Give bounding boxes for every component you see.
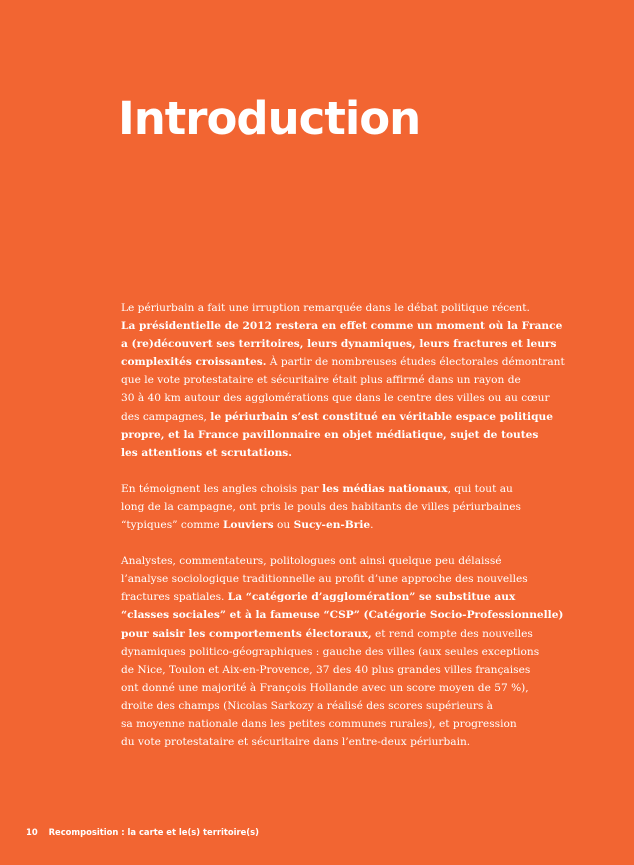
text-line (121, 426, 541, 444)
text-line (121, 408, 553, 426)
text-line (121, 371, 541, 389)
body-text (121, 299, 565, 769)
page-number: 10 (26, 827, 38, 837)
text-line (121, 643, 541, 661)
text-line (121, 389, 550, 407)
bold-text: Louviers (222, 519, 274, 532)
text-line (121, 625, 541, 643)
text-line (121, 715, 541, 733)
text-run: et rend compte des nouvelles (371, 627, 533, 640)
text-line (121, 606, 564, 624)
text-run: Le périurbain a fait une irruption remarquée dans le débat politique récent. (121, 302, 530, 314)
text-run: l’analyse sociologique traditionnelle au profit d’une approche des nouvelles (121, 573, 528, 586)
text-run: Analystes, commentateurs, politologues ont ainsi quelque peu délaissé (121, 555, 502, 568)
text-line (121, 733, 541, 751)
page-title: Introduction (118, 92, 421, 145)
text-line (121, 498, 541, 516)
text-line (121, 516, 541, 534)
text-line (121, 353, 565, 371)
text-run: des campagnes, (121, 410, 211, 423)
paragraph-1 (121, 299, 565, 462)
text-line (121, 588, 541, 606)
text-run: ou (273, 519, 294, 532)
text-run: de Nice, Toulon et Aix-en-Provence, 37 des 40 plus grandes villes françaises (121, 663, 531, 676)
bold-text: pour saisir les comportements électoraux, (121, 627, 372, 640)
text-run: droite des champs (Nicolas Sarkozy a réalisé des scores supérieurs à (121, 699, 494, 712)
bold-text: propre, et la France pavillonnaire en objet médiatique, sujet de toutes (121, 428, 539, 441)
bold-text: Sucy-en-Brie (293, 519, 371, 532)
text-line (121, 480, 541, 498)
bold-text: La “catégorie d’agglomération” se substitue aux (227, 591, 516, 604)
text-line (121, 661, 541, 679)
text-line (121, 317, 563, 335)
text-run: ont donné une majorité à François Hollande avec un score moyen de 57 %), (121, 681, 529, 694)
page-footer (26, 827, 259, 837)
bold-text: a (re)découvert ses territoires, leurs dynamiques, leurs fractures et leurs (121, 338, 557, 351)
bold-text: les médias nationaux (322, 482, 448, 495)
running-title: Recomposition : la carte et le(s) territoire(s) (48, 827, 259, 837)
text-line (121, 299, 541, 317)
bold-text: les attentions et scrutations. (121, 446, 292, 459)
text-run: dynamiques politico-géographiques : gauche des villes (aux seules exceptions (121, 645, 540, 658)
bold-text: le périurbain s’est constitué en véritable espace politique (210, 410, 553, 423)
text-run: long de la campagne, ont pris le pouls des habitants de villes périurbaines (121, 500, 521, 513)
text-run: . (370, 519, 374, 532)
paragraph-3 (121, 552, 564, 751)
text-line (121, 335, 557, 353)
text-line (121, 697, 541, 715)
text-run: que le vote protestataire et sécuritaire était plus affirmé dans un rayon de (121, 374, 521, 387)
text-run: “typiques” comme (121, 519, 223, 532)
bold-text: complexités croissantes. (121, 356, 267, 369)
text-run: , qui tout au (447, 482, 513, 495)
bold-text: “classes sociales” et à la fameuse “CSP” (Catégorie Socio-Professionnelle) (121, 609, 564, 622)
text-run: À partir de nombreuses études électorales démontrant (266, 356, 565, 369)
text-run: 30 à 40 km autour des agglomérations que dans le centre des villes ou au cœur (121, 392, 550, 405)
text-run: sa moyenne nationale dans les petites communes rurales), et progression (121, 717, 517, 730)
paragraph-2 (121, 480, 541, 534)
text-line (121, 679, 541, 697)
text-line (121, 552, 541, 570)
text-line (121, 570, 541, 588)
bold-text: La présidentielle de 2012 restera en effet comme un moment où la France (121, 320, 563, 333)
text-run: fractures spatiales. (121, 591, 228, 604)
text-run: En témoignent les angles choisis par (121, 482, 323, 495)
text-line (121, 444, 541, 462)
text-run: du vote protestataire et sécuritaire dans l’entre-deux périurbain. (121, 736, 471, 749)
